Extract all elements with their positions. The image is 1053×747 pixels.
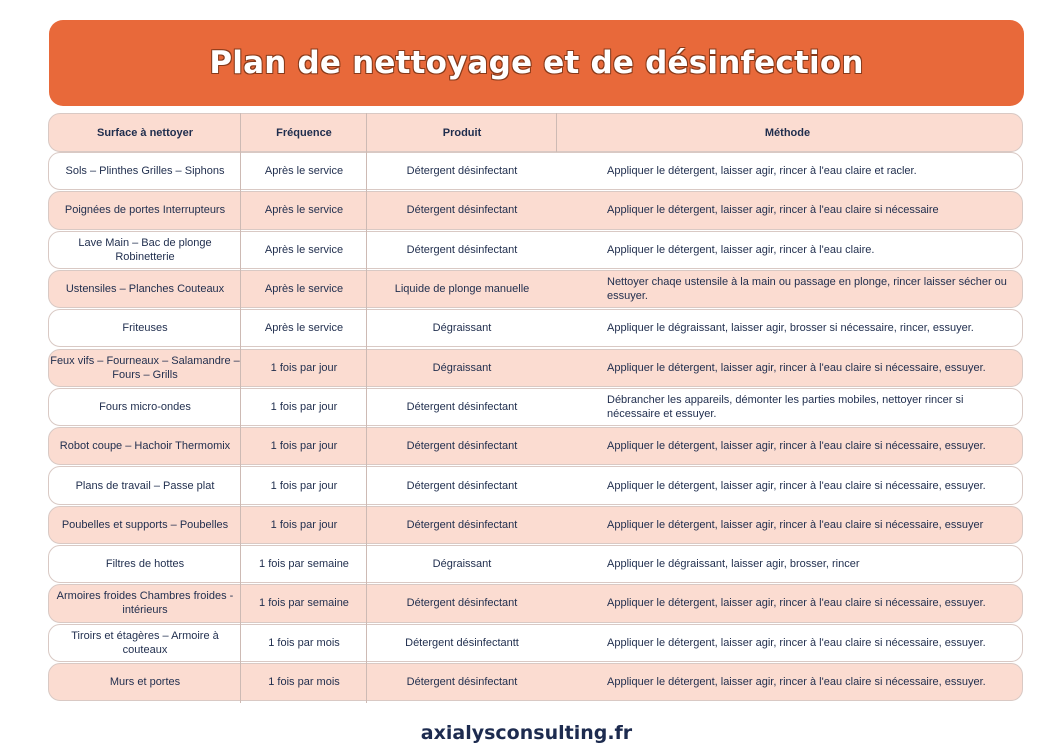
cell-produit: Dégraissant	[432, 558, 492, 571]
table-row	[48, 663, 1023, 701]
cell-surface: Poubelles et supports – Poubelles	[61, 518, 229, 531]
table-row	[48, 231, 1023, 269]
cell-produit: Dégraissant	[432, 361, 492, 374]
footer-website: axialysconsulting.fr	[420, 722, 633, 744]
cell-frequence: 1 fois par jour	[270, 440, 338, 453]
cell-frequence: 1 fois par jour	[270, 361, 338, 374]
cell-surface: Tiroirs et étagères – Armoire à couteaux	[71, 629, 219, 656]
cell-methode: Appliquer le détergent, laisser agir, rincer à l'eau claire si nécessaire, essuyer.	[607, 597, 986, 610]
cell-frequence: 1 fois par jour	[270, 400, 338, 413]
cell-methode: Appliquer le détergent, laisser agir, rincer à l'eau claire si nécessaire, essuyer	[607, 518, 984, 531]
header-surface: Surface à nettoyer	[97, 126, 193, 139]
cell-produit: Dégraissant	[432, 322, 492, 335]
cell-frequence: Après le service	[264, 243, 344, 256]
cell-methode: Appliquer le détergent, laisser agir, rincer à l'eau claire si nécessaire	[607, 204, 939, 217]
cell-produit: Détergent désinfectantt	[405, 636, 519, 649]
cell-surface: Filtres de hottes	[105, 558, 185, 571]
title-banner	[49, 20, 1024, 106]
cell-surface: Fours micro-ondes	[99, 400, 191, 413]
cell-surface: Poignées de portes Interrupteurs	[64, 204, 226, 217]
table-row	[48, 191, 1023, 229]
cell-produit: Détergent désinfectant	[406, 597, 518, 610]
column-divider	[556, 113, 557, 152]
cell-produit: Détergent désinfectant	[406, 165, 518, 178]
cell-methode: Appliquer le détergent, laisser agir, rincer à l'eau claire si nécessaire, essuyer.	[607, 636, 986, 649]
page-title: Plan de nettoyage et de désinfection	[209, 45, 864, 81]
cell-produit: Liquide de plonge manuelle	[394, 283, 530, 296]
cell-produit: Détergent désinfectant	[406, 440, 518, 453]
table-row	[48, 152, 1023, 190]
cell-produit: Détergent désinfectant	[406, 204, 518, 217]
cell-frequence: 1 fois par semaine	[259, 597, 349, 610]
cell-surface: Robot coupe – Hachoir Thermomix	[59, 440, 231, 453]
cell-methode: Appliquer le détergent, laisser agir, rincer à l'eau claire si nécessaire, essuyer.	[607, 440, 986, 453]
cell-frequence: 1 fois par mois	[268, 636, 340, 649]
cell-methode: Appliquer le détergent, laisser agir, rincer à l'eau claire et racler.	[607, 165, 917, 178]
table-row	[48, 349, 1023, 387]
cell-frequence: 1 fois par jour	[270, 479, 338, 492]
table-row	[48, 427, 1023, 465]
cell-frequence: 1 fois par semaine	[259, 558, 349, 571]
cell-methode: Débrancher les appareils, démonter les parties mobiles, nettoyer rincer si nécessaire et essuyer.	[607, 393, 964, 420]
cell-methode: Appliquer le dégraissant, laisser agir, brosser, rincer	[607, 558, 860, 571]
table-row	[48, 506, 1023, 544]
table-row	[48, 624, 1023, 662]
cell-methode: Appliquer le détergent, laisser agir, rincer à l'eau claire si nécessaire, essuyer.	[607, 361, 986, 374]
header-produit: Produit	[442, 126, 482, 139]
table-row	[48, 309, 1023, 347]
table-row	[48, 584, 1023, 622]
cell-methode: Appliquer le détergent, laisser agir, rincer à l'eau claire.	[607, 243, 875, 256]
cell-frequence: 1 fois par jour	[270, 518, 338, 531]
cell-surface: Murs et portes	[109, 676, 181, 689]
cell-surface: Ustensiles – Planches Couteaux	[65, 283, 225, 296]
cell-surface: Friteuses	[122, 322, 168, 335]
cell-surface: Feux vifs – Fourneaux – Salamandre –Fours – Grills	[50, 354, 240, 381]
cell-produit: Détergent désinfectant	[406, 400, 518, 413]
column-divider	[366, 113, 367, 703]
cell-methode: Appliquer le dégraissant, laisser agir, brosser si nécessaire, rincer, essuyer.	[607, 322, 974, 335]
header-frequence: Fréquence	[276, 126, 332, 139]
cell-methode: Nettoyer chaqe ustensile à la main ou passage en plonge, rincer laisser sécher ou essuyer.	[607, 276, 1007, 303]
cell-produit: Détergent désinfectant	[406, 479, 518, 492]
header-methode: Méthode	[764, 126, 811, 139]
cell-produit: Détergent désinfectant	[406, 676, 518, 689]
table-row	[48, 545, 1023, 583]
cell-frequence: Après le service	[264, 204, 344, 217]
cell-methode: Appliquer le détergent, laisser agir, rincer à l'eau claire si nécessaire, essuyer.	[607, 676, 986, 689]
table-row	[48, 270, 1023, 308]
cell-surface: Sols – Plinthes Grilles – Siphons	[65, 165, 225, 178]
table-row	[48, 388, 1023, 426]
cell-surface: Plans de travail – Passe plat	[75, 479, 215, 492]
cell-frequence: Après le service	[264, 283, 344, 296]
table-header-row	[48, 113, 1023, 152]
cell-produit: Détergent désinfectant	[406, 518, 518, 531]
cell-surface: Lave Main – Bac de plonge Robinetterie	[78, 236, 212, 263]
cell-surface: Armoires froides Chambres froides - intérieurs	[56, 590, 234, 617]
cell-produit: Détergent désinfectant	[406, 243, 518, 256]
table-row	[48, 466, 1023, 504]
cell-frequence: Après le service	[264, 322, 344, 335]
cell-methode: Appliquer le détergent, laisser agir, rincer à l'eau claire si nécessaire, essuyer.	[607, 479, 986, 492]
column-divider	[240, 113, 241, 703]
cell-frequence: Après le service	[264, 165, 344, 178]
cell-frequence: 1 fois par mois	[268, 676, 340, 689]
